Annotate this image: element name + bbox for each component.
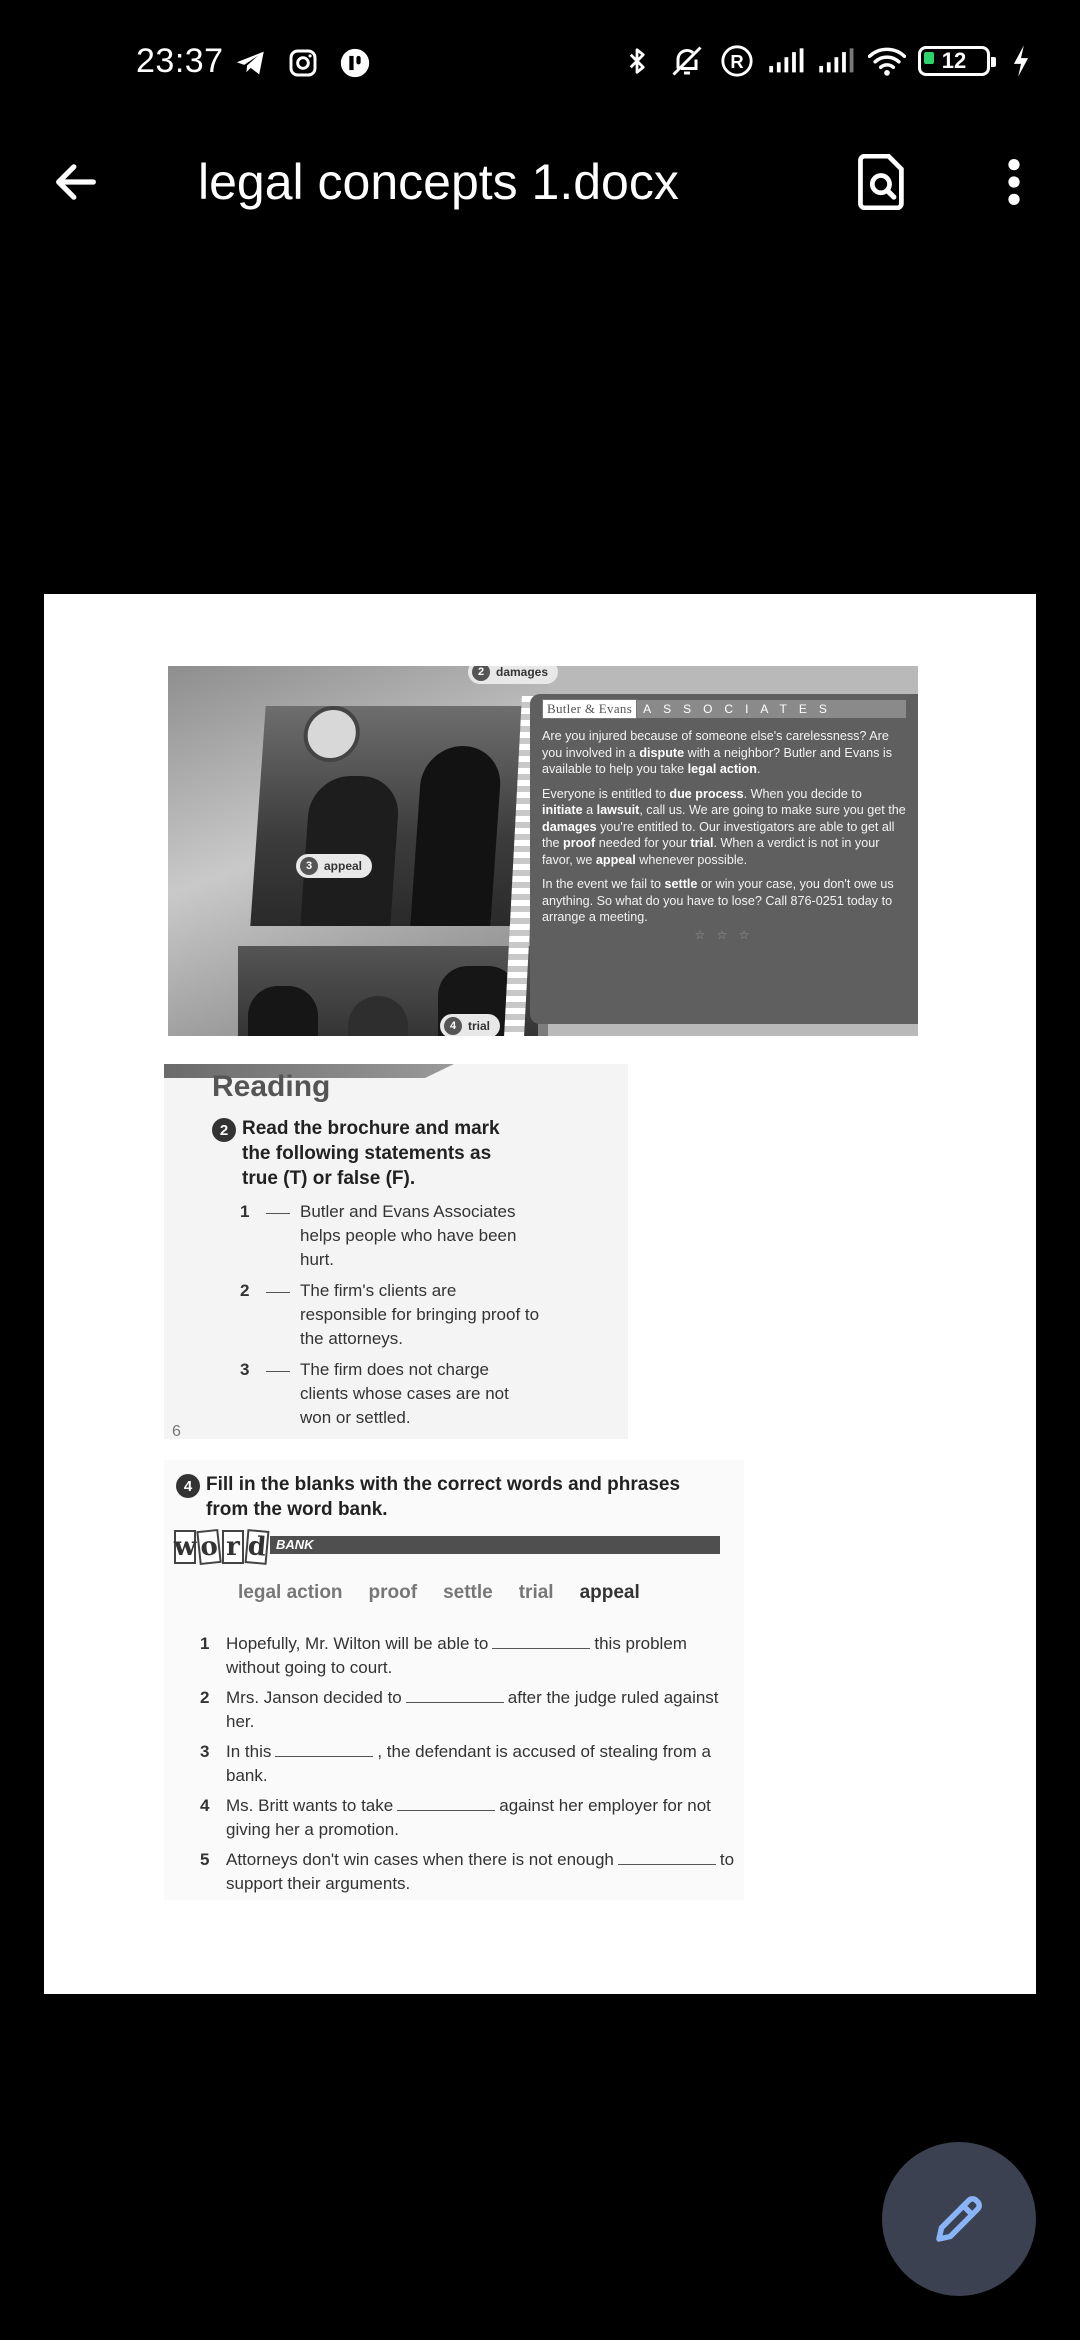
firm-name: Butler & Evans bbox=[542, 699, 637, 719]
stars-decoration: ☆ ☆ ☆ bbox=[694, 927, 754, 942]
app-notification-icon bbox=[336, 44, 374, 82]
find-in-page-button[interactable] bbox=[846, 146, 918, 218]
word-bank-word: proof bbox=[368, 1582, 418, 1603]
word-bank-words bbox=[238, 1582, 640, 1604]
label-damages: 2 damages bbox=[468, 666, 558, 684]
list-item: 2 Mrs. Janson decided to after the judge ruled against her. bbox=[200, 1688, 719, 1731]
associates-banner: ASSOCIATES bbox=[637, 700, 906, 718]
fill-in-list bbox=[200, 1632, 740, 1902]
more-vert-icon bbox=[1006, 156, 1022, 208]
charging-icon bbox=[1002, 42, 1040, 80]
signal-icon bbox=[768, 42, 806, 80]
more-options-button[interactable] bbox=[978, 146, 1050, 218]
document-page[interactable] bbox=[44, 594, 1036, 1994]
exercise-number: 2 bbox=[212, 1118, 236, 1142]
list-item: 1 Butler and Evans Associates helps people who have been hurt. bbox=[240, 1202, 517, 1269]
statement-list bbox=[240, 1200, 540, 1437]
edit-button[interactable] bbox=[882, 2142, 1036, 2296]
ad-paragraph-1: Are you injured because of someone else's carelessness? Are you involved in a dispute with a neighbor? Butler and Evans is available to help you take legal action. bbox=[542, 729, 893, 776]
courtroom-photo bbox=[250, 706, 525, 926]
status-bar bbox=[0, 0, 1080, 120]
list-item: 2 The firm's clients are responsible for bringing proof to the attorneys. bbox=[240, 1281, 540, 1348]
list-item: 1 Hopefully, Mr. Wilton will be able to this problem without going to court. bbox=[200, 1634, 687, 1677]
reading-instruction: Read the brochure and mark the following statements as true (T) or false (F). bbox=[242, 1118, 500, 1189]
status-time: 23:37 bbox=[136, 42, 224, 80]
word-bank-word: appeal bbox=[579, 1582, 640, 1603]
svg-text:R: R bbox=[730, 51, 744, 73]
telegram-icon bbox=[232, 44, 270, 82]
find-in-page-icon bbox=[857, 154, 907, 210]
word-bank-logo: w o r d bbox=[174, 1530, 268, 1564]
back-button[interactable] bbox=[40, 146, 112, 218]
registered-icon bbox=[718, 42, 756, 80]
reading-heading: Reading bbox=[212, 1070, 331, 1103]
edit-pencil-icon bbox=[929, 2189, 989, 2249]
document-title: legal concepts 1.docx bbox=[198, 154, 679, 210]
battery-icon bbox=[918, 46, 990, 76]
battery-level: 12 bbox=[941, 48, 967, 73]
page-number: 6 bbox=[172, 1423, 181, 1440]
list-item: 3 The firm does not charge clients whose cases are not won or settled. bbox=[240, 1360, 509, 1427]
brochure-image bbox=[168, 666, 918, 1036]
exercise-instruction: Fill in the blanks with the correct words and phrases from the word bank. bbox=[206, 1474, 681, 1520]
list-item: 5 Attorneys don't win cases when there is not enough to support their arguments. bbox=[200, 1850, 735, 1893]
signal-icon bbox=[818, 42, 856, 80]
exercise-number: 4 bbox=[176, 1474, 200, 1498]
list-item: 3 In this , the defendant is accused of stealing from a bank. bbox=[200, 1742, 711, 1785]
silent-icon bbox=[668, 42, 706, 80]
word-bank-title: BANK bbox=[270, 1536, 720, 1554]
word-bank-header bbox=[174, 1530, 724, 1570]
clock-icon bbox=[302, 706, 362, 762]
back-arrow-icon bbox=[50, 156, 102, 208]
word-bank-word: legal action bbox=[238, 1582, 343, 1603]
word-bank-word: settle bbox=[443, 1582, 493, 1603]
ad-paragraph-2: Everyone is entitled to due process. When you decide to initiate a lawsuit, call us. We are going to make sure you get the damages you're entitled to. Our investigators are able to get all the proof needed for your trial. When a verdict is not in your favor, we appeal whenever possible. bbox=[542, 786, 906, 867]
label-appeal: 3 appeal bbox=[296, 854, 372, 878]
fill-in-blanks-section bbox=[164, 1460, 744, 1900]
word-bank-word: trial bbox=[518, 1582, 554, 1603]
list-item: 4 Ms. Britt wants to take against her employer for not giving her a promotion. bbox=[200, 1796, 711, 1839]
label-trial: 4 trial bbox=[440, 1014, 500, 1036]
wifi-icon bbox=[868, 42, 906, 80]
ad-panel bbox=[530, 694, 918, 1024]
reading-section bbox=[164, 1064, 628, 1439]
bluetooth-icon bbox=[618, 42, 656, 80]
instagram-icon bbox=[284, 44, 322, 82]
app-bar bbox=[0, 120, 1080, 240]
ad-paragraph-3: In the event we fail to settle or win your case, you don't owe us anything. So what do you have to lose? Call 876-0251 today to arrange a meeting. bbox=[542, 877, 894, 924]
